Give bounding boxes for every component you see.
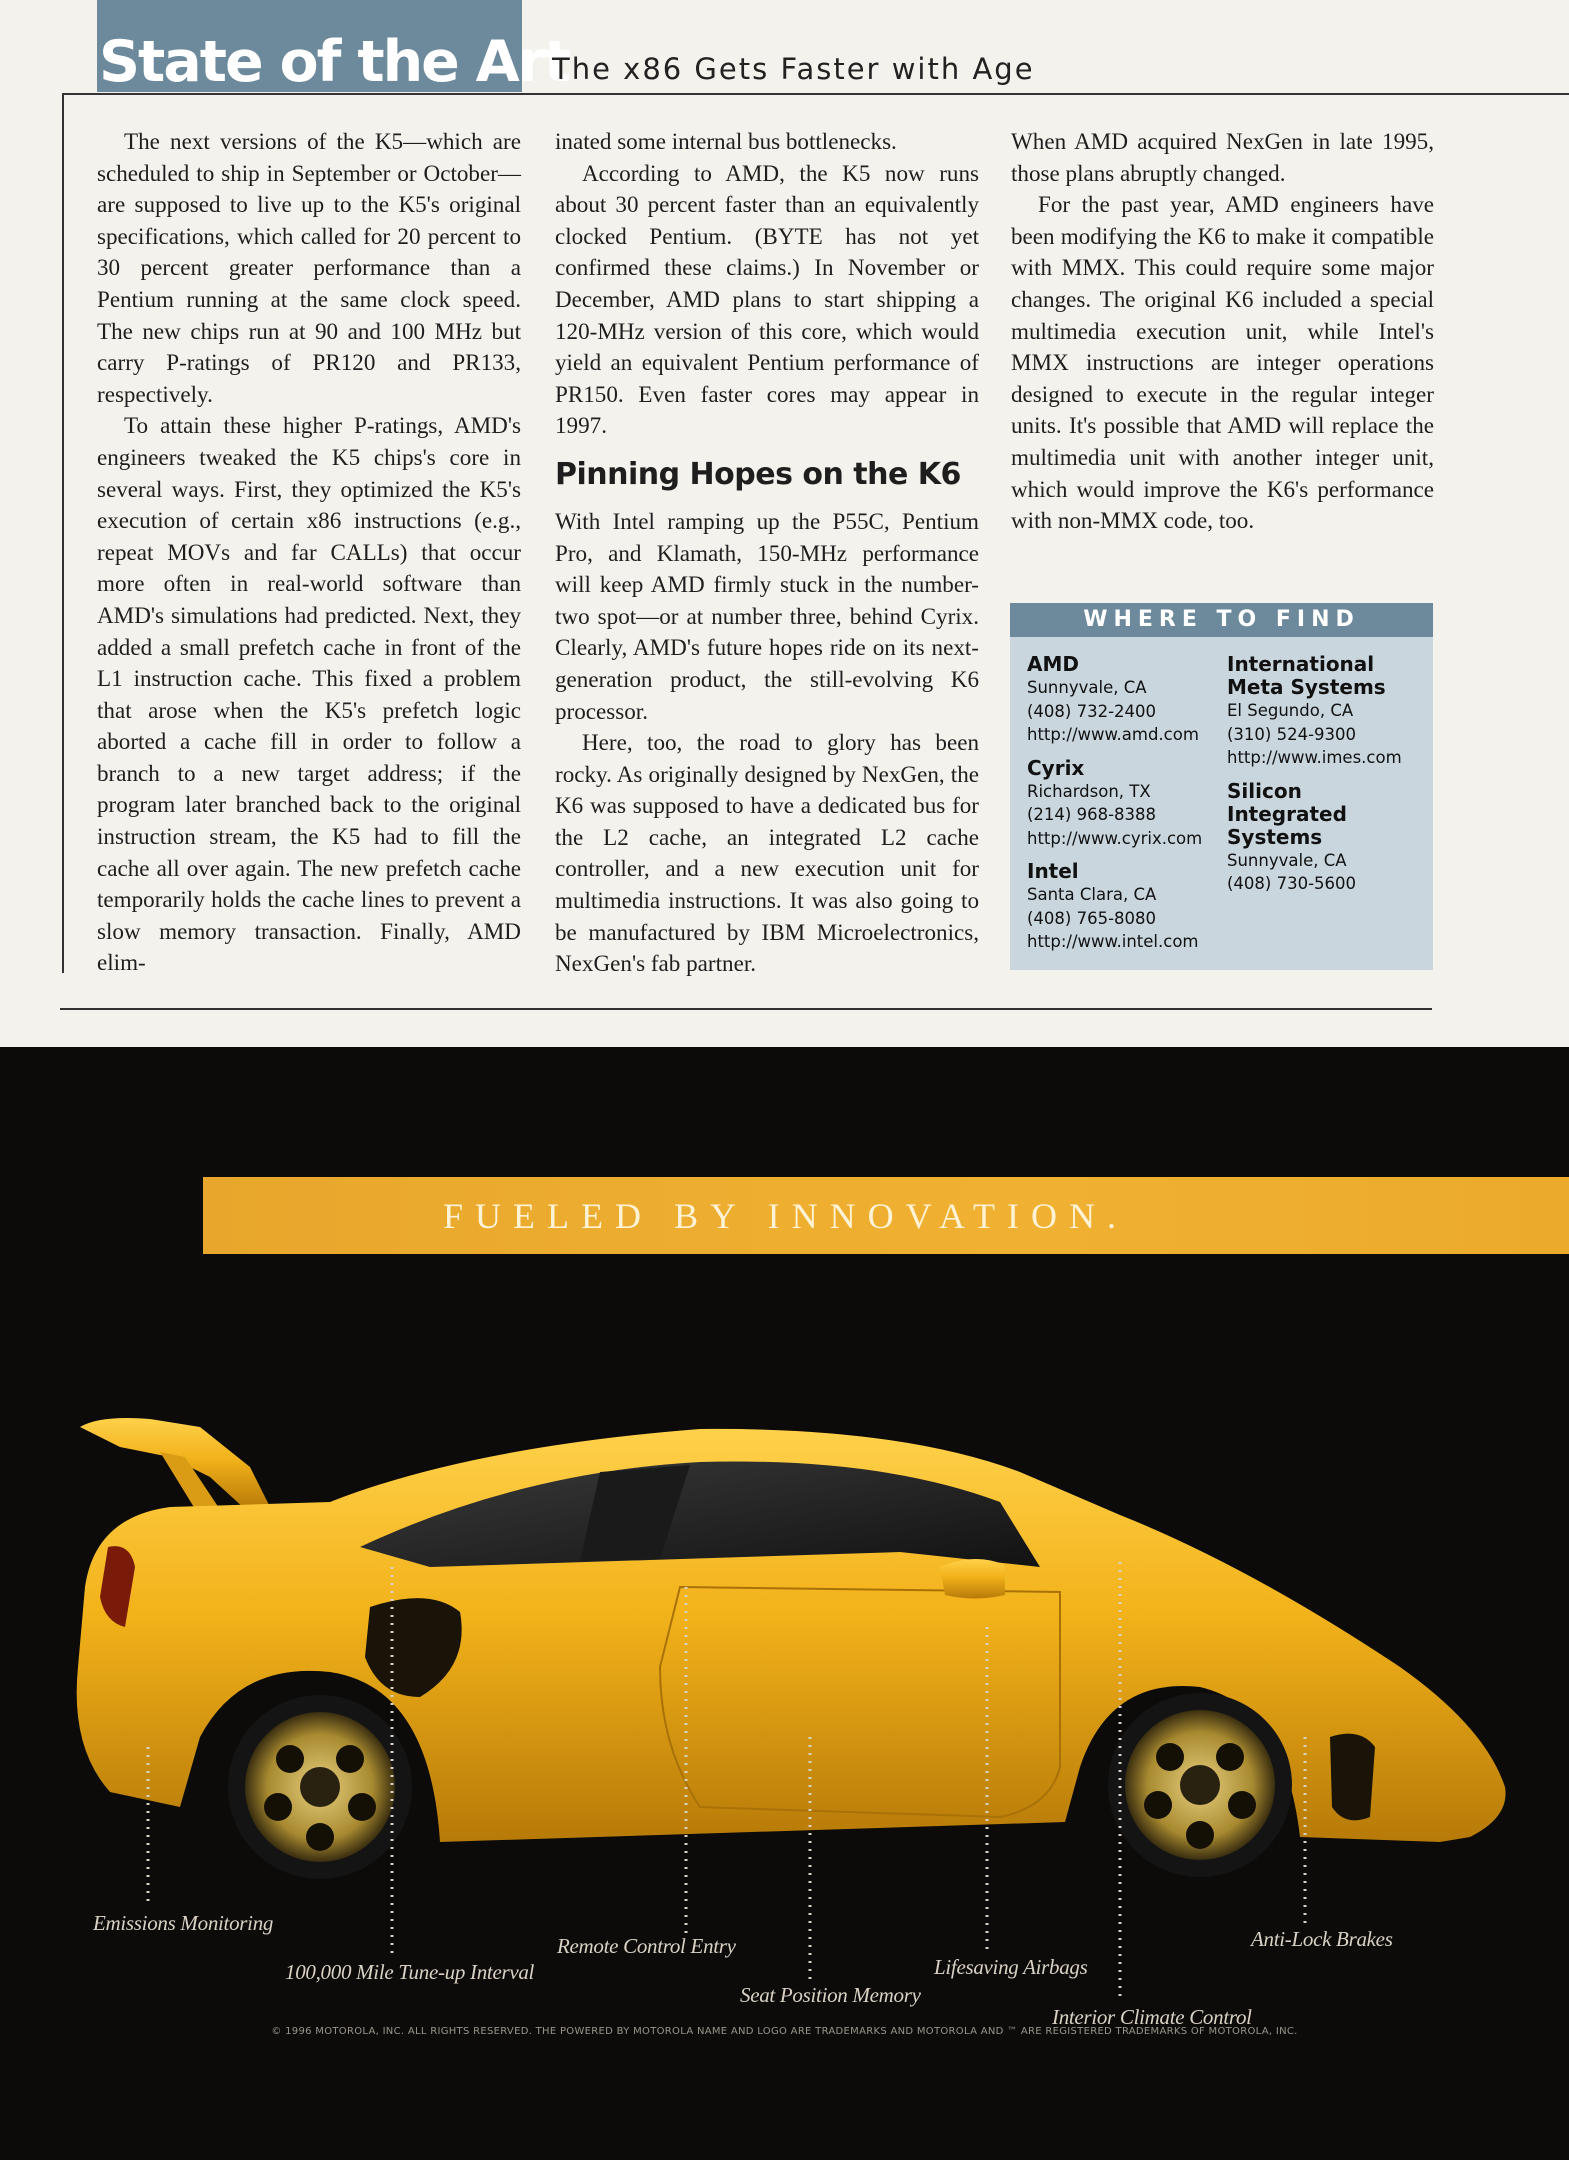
- page-title: The x86 Gets Faster with Age: [552, 52, 1035, 86]
- company-name: Cyrix: [1027, 755, 1085, 780]
- paragraph: The next versions of the K5—which are scheduled to ship in September or October—are supposed to live up to the K5's original specifications, which called for 20 percent to 30 percent greater performance than a Pentium running at the same clock speed. The new chips run at 90 and 100 MHz but carry P-ratings of PR120 and PR133, respectively.: [97, 128, 521, 407]
- company-name: Silicon Integrated Systems: [1227, 778, 1347, 849]
- company-url[interactable]: http://www.intel.com: [1027, 932, 1199, 951]
- company-url[interactable]: http://www.amd.com: [1027, 725, 1199, 744]
- callout-remote-entry: Remote Control Entry: [557, 1934, 736, 1958]
- paragraph: To attain these higher P-ratings, AMD's engineers tweaked the K5 chips's core in several ways. First, they optimized the K5's execution of certain x86 instructions (e.g., repeat MOVs and far CALLs) that occur more often in real-world software than AMD's simulations had predicted. Next, they added a small prefetch cache in front of the L1 instruction cache. This fixed a problem that arose when the K5's prefetch logic aborted a cache fill in order to follow a branch to a new target address; if the program later branched back to the original instruction stream, the K5 had to fill the cache all over again. The new prefetch cache temporarily holds the cache lines to prevent a slow memory transaction. Finally, AMD elim-: [97, 412, 521, 976]
- paragraph: According to AMD, the K5 now runs about 30 percent faster than an equivalently clocked Pentium. (BYTE has not yet confirmed these claims.) In November or December, AMD plans to start shipping a 120-MHz version of this core, which would yield an equivalent Pentium performance of PR150. Even faster cores may appear in 1997.: [555, 159, 979, 439]
- callout-seat-memory: Seat Position Memory: [740, 1983, 921, 2007]
- company-location: Sunnyvale, CA: [1227, 850, 1347, 870]
- bottom-rule: [60, 1008, 1432, 1010]
- article-column-1: [97, 126, 521, 979]
- advertisement: [0, 1047, 1569, 2160]
- paragraph: When AMD acquired NexGen in late 1995, those plans abruptly changed.: [1011, 128, 1434, 186]
- company-name: AMD: [1027, 652, 1079, 676]
- paragraph: For the past year, AMD engineers have been modifying the K6 to make it compatible with MMX. This could require some major changes. The original K6 included a special multimedia execution unit, while Intel's MMX instructions are integer operations designed to execute in the regular integer units. It's possible that AMD will replace the multimedia unit with another integer unit, which would improve the K6's performance with non-MMX code, too.: [1011, 191, 1434, 534]
- top-rule: [62, 93, 1569, 95]
- callout-tuneup-interval: 100,000 Mile Tune-up Interval: [285, 1960, 535, 1984]
- company-phone: (408) 732-2400: [1027, 701, 1157, 721]
- paragraph: inated some internal bus bottlenecks.: [555, 128, 897, 154]
- where-to-find-right-column: [1227, 653, 1427, 906]
- contact-entry: [1027, 653, 1212, 747]
- callout-antilock-brakes: Anti-Lock Brakes: [1251, 1927, 1393, 1951]
- article-column-3: [1011, 126, 1434, 537]
- company-phone: (408) 765-8080: [1027, 908, 1157, 928]
- where-to-find-heading: WHERE TO FIND: [1010, 603, 1433, 637]
- company-location: Richardson, TX: [1027, 781, 1151, 801]
- paragraph: Here, too, the road to glory has been rocky. As originally designed by NexGen, the K6 was supposed to have a dedicated bus for the L2 cache, an integrated L2 cache controller, and a new execution unit for multimedia instructions. It was also going to be manufactured by IBM Microelectronics, NexGen's fab partner.: [555, 729, 979, 977]
- contact-entry: [1227, 653, 1427, 770]
- subheading: Pinning Hopes on the K6: [555, 456, 961, 492]
- contact-entry: [1227, 780, 1427, 896]
- callout-airbags: Lifesaving Airbags: [934, 1955, 1088, 1979]
- article-column-2: [555, 126, 979, 980]
- paragraph: With Intel ramping up the P55C, Pentium Pro, and Klamath, 150-MHz performance will keep AMD firmly stuck in the number-two spot—or at number three, behind Cyrix. Clearly, AMD's future hopes ride on its next-generation product, the still-evolving K6 processor.: [555, 507, 979, 724]
- company-location: Santa Clara, CA: [1027, 885, 1157, 904]
- ad-slogan: FUELED BY INNOVATION.: [443, 1196, 1128, 1236]
- company-location: Sunnyvale, CA: [1027, 678, 1147, 697]
- contact-entry: [1027, 860, 1212, 954]
- side-mirror: [940, 1559, 1005, 1599]
- company-url[interactable]: http://www.cyrix.com: [1027, 828, 1203, 848]
- front-wheel: [1108, 1693, 1292, 1877]
- company-location: El Segundo, CA: [1227, 701, 1354, 720]
- where-to-find-left-column: [1027, 653, 1212, 964]
- callout-climate-control: Interior Climate Control: [1052, 2005, 1252, 2029]
- where-to-find-box: [1010, 603, 1433, 970]
- left-rule: [62, 93, 64, 973]
- legal-notice: © 1996 MOTOROLA, INC. ALL RIGHTS RESERVED. THE POWERED BY MOTOROLA NAME AND LOGO ARE TRADEMARKS AND MOTOROLA AND ™ ARE REGISTERED TRADEMARKS OF MOTOROLA, INC.: [271, 2026, 1298, 2037]
- company-name: International Meta Systems: [1227, 652, 1386, 699]
- rear-wheel: [228, 1695, 412, 1879]
- front-air-intake: [1330, 1734, 1375, 1821]
- kicker-label: State of the Art: [99, 29, 570, 95]
- company-phone: (408) 730-5600: [1227, 874, 1357, 893]
- callout-emissions-monitoring: Emissions Monitoring: [93, 1911, 274, 1935]
- company-phone: (310) 524-9300: [1227, 724, 1357, 744]
- company-url[interactable]: http://www.imes.com: [1227, 748, 1402, 767]
- company-name: Intel: [1027, 859, 1079, 883]
- company-phone: (214) 968-8388: [1027, 805, 1157, 824]
- contact-entry: [1027, 757, 1212, 851]
